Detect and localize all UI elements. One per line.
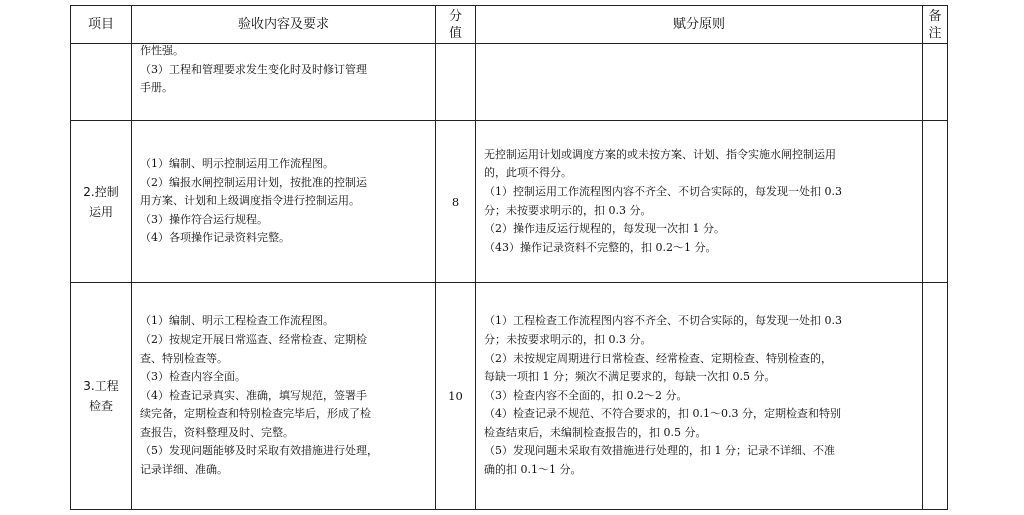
text-line: （2）按规定开展日常巡查、经常检查、定期检 [140,332,367,346]
table-header-row [71,6,948,44]
requirements-cell [132,44,436,121]
text-line: （2）未按规定周期进行日常检查、经常检查、定期检查、特别检查的， [484,351,832,365]
text-line: （3）操作符合运行规程。 [140,212,268,226]
text-line: （3）检查内容全面。 [140,370,246,384]
text-line: 的，此项不得分。 [484,166,572,180]
text-line: （43）操作记录资料不完整的，扣 0.2～1 分。 [484,240,717,254]
item-cell [71,121,132,283]
header-score [436,6,476,44]
text-line: 分；未按要求明示的，扣 0.3 分。 [484,332,652,346]
text-line: 作性强。 [140,44,184,57]
rule-cell [476,283,923,510]
table-row [71,44,948,121]
text-line: 续完备，定期检查和特别检查完毕后，形成了检 [140,407,371,421]
text-line: 无控制运用计划或调度方案的或未按方案、计划、指令实施水闸控制运用 [484,147,836,161]
item-name-line2: 检查 [88,399,113,413]
header-score-line1: 分 [448,8,462,24]
score-cell: 8 [436,121,476,283]
rule-cell [476,121,923,283]
header-note-line2: 注 [928,25,942,41]
text-line: （1）编制、明示工程检查工作流程图。 [140,314,334,328]
text-line: 确的扣 0.1～1 分。 [484,463,582,477]
note-cell [923,121,948,283]
item-cell [71,283,132,510]
acceptance-criteria-table [70,5,948,510]
table-row [71,283,948,510]
header-item: 项目 [71,6,132,44]
text-line: 记录详细、准确。 [140,463,228,477]
table-row [71,121,948,283]
text-line: （1）工程检查工作流程图内容不齐全、不切合实际的，每发现一处扣 0.3 [484,314,842,328]
text-line: （4）检查记录真实、准确，填写规范，签署手 [140,388,367,402]
text-line: （2）编报水闸控制运用计划，按批准的控制运 [140,175,367,189]
item-name-line2: 运用 [88,204,113,219]
score-cell: 10 [436,283,476,510]
item-name-line1: 3.工程 [83,379,119,393]
requirements-cell [132,121,436,283]
text-line: （1）控制运用工作流程图内容不齐全、不切合实际的，每发现一处扣 0.3 [484,184,842,198]
text-line: 检查结束后，未编制检查报告的，扣 0.5 分。 [484,425,707,439]
text-line: 手册。 [140,81,173,95]
header-note [923,6,948,44]
text-line: （2）操作违反运行规程的，每发现一次扣 1 分。 [484,222,725,236]
score-cell [436,44,476,121]
header-score-line2: 值 [448,25,462,41]
text-line: （5）发现问题能够及时采取有效措施进行处理， [140,444,378,458]
item-cell [71,44,132,121]
text-line: 查、特别检查等。 [140,351,228,365]
text-line: （5）发现问题未采取有效措施进行处理的，扣 1 分；记录不详细、不准 [484,444,835,458]
text-line: （3）工程和管理要求发生变化时及时修订管理 [140,62,367,76]
text-line: 分；未按要求明示的，扣 0.3 分。 [484,203,652,217]
rule-cell [476,44,923,121]
text-line: 查报告，资料整理及时、完整。 [140,425,294,439]
requirements-cell [132,283,436,510]
note-cell [923,283,948,510]
text-line: （4）各项操作记录资料完整。 [140,231,290,245]
text-line: （3）检查内容不全面的，扣 0.2～2 分。 [484,388,688,402]
text-line: 用方案、计划和上级调度指令进行控制运用。 [140,194,360,208]
text-line: （1）编制、明示控制运用工作流程图。 [140,157,334,171]
note-cell [923,44,948,121]
item-name-line1: 2.控制 [83,184,119,199]
text-line: 每缺一项扣 1 分；频次不满足要求的，每缺一次扣 0.5 分。 [484,370,776,384]
header-note-line1: 备 [928,8,942,24]
header-requirements: 验收内容及要求 [132,6,436,44]
text-line: （4）检查记录不规范、不符合要求的，扣 0.1～0.3 分，定期检查和特别 [484,407,841,421]
header-rule: 赋分原则 [476,6,923,44]
